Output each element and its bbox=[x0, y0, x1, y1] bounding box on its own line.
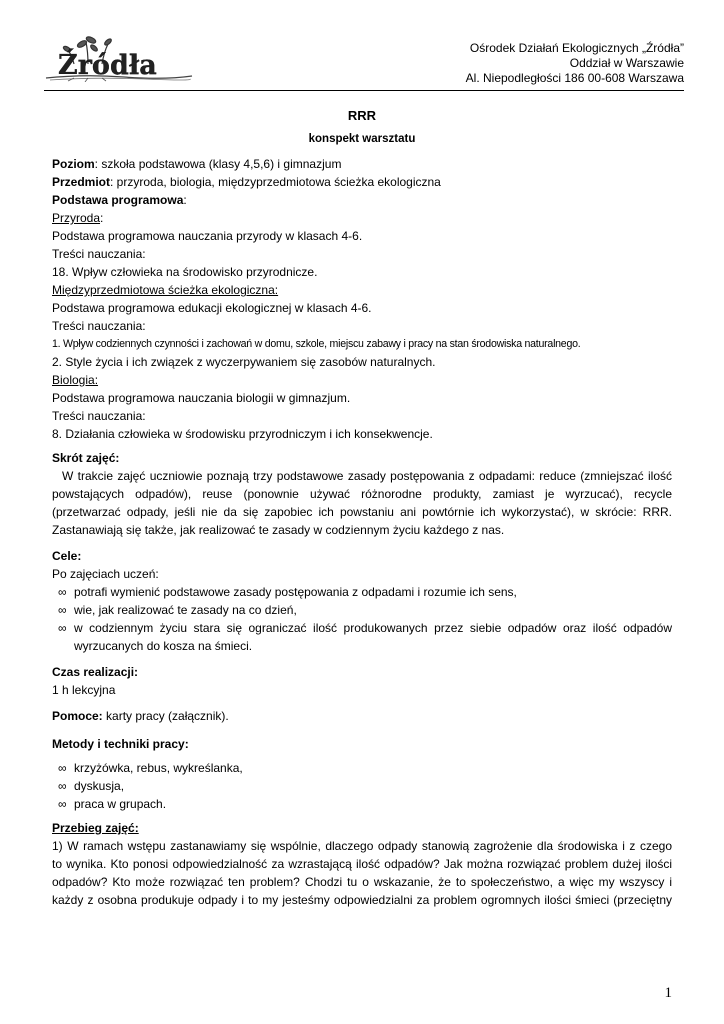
przebieg-heading: Przebieg zajęć: bbox=[52, 821, 139, 835]
podstawa-line: Podstawa programowa: bbox=[52, 193, 187, 207]
biologia-heading: Biologia: bbox=[52, 373, 99, 387]
org-name: Ośrodek Działań Ekologicznych „Źródła” bbox=[469, 41, 684, 55]
przyroda-line: 18. Wpływ człowieka na środowisko przyrodnicze. bbox=[52, 265, 318, 279]
infinity-bullet-icon: ∞ bbox=[58, 797, 67, 811]
zrodla-logo bbox=[44, 34, 194, 82]
org-branch: Oddział w Warszawie bbox=[569, 56, 684, 70]
przedmiot-line: Przedmiot: przyroda, biologia, międzyprzedmiotowa ścieżka ekologiczna bbox=[52, 175, 441, 189]
header-divider bbox=[44, 90, 684, 91]
czas-value: 1 h lekcyjna bbox=[52, 683, 116, 697]
list-item: ∞ wie, jak realizować te zasady na co dzień, bbox=[58, 603, 297, 617]
sciezka-line: Treści nauczania: bbox=[52, 319, 146, 333]
document-title: RRR bbox=[347, 108, 377, 123]
poziom-line: Poziom: szkoła podstawowa (klasy 4,5,6) i gimnazjum bbox=[52, 157, 342, 171]
skrot-line: powstających odpadów), reuse (ponownie używać różnorodne produkty, zamiast je wyrzucać), recycle bbox=[52, 487, 672, 501]
sciezka-heading: Międzyprzedmiotowa ścieżka ekologiczna: bbox=[52, 283, 279, 297]
skrot-line: (przetwarzać odpady, jeśli nie da się zapobiec ich powstaniu ani powtórnie ich wykorzystać), w skrócie: RRR. bbox=[52, 505, 672, 519]
sciezka-line: Podstawa programowa edukacji ekologicznej w klasach 4-6. bbox=[52, 301, 372, 315]
czas-heading: Czas realizacji: bbox=[52, 665, 139, 679]
przebieg-line: odpadów? Kto może rozwiązać ten problem? Chodzi tu o wskazanie, że to społeczeństwo, a więc my wszyscy i bbox=[52, 875, 672, 889]
infinity-bullet-icon: ∞ bbox=[58, 761, 67, 775]
list-item-continuation: wyrzucanych do kosza na śmieci. bbox=[74, 639, 253, 653]
przyroda-line: Treści nauczania: bbox=[52, 247, 146, 261]
organization-address bbox=[466, 41, 684, 86]
cele-heading: Cele: bbox=[52, 549, 82, 563]
infinity-bullet-icon: ∞ bbox=[58, 585, 67, 599]
metody-heading: Metody i techniki pracy: bbox=[52, 737, 189, 751]
list-item: ∞ w codziennym życiu stara się ograniczać ilość produkowanych przez siebie odpadów oraz ilość odpadów bbox=[58, 621, 672, 635]
cele-intro: Po zajęciach uczeń: bbox=[52, 567, 159, 581]
sciezka-line: 2. Style życia i ich związek z wyczerpywaniem się zasobów naturalnych. bbox=[52, 355, 436, 369]
org-address: Al. Niepodległości 186 00-608 Warszawa bbox=[465, 71, 684, 85]
infinity-bullet-icon: ∞ bbox=[58, 621, 67, 635]
przebieg-line: każdy z osobna produkuje odpady i to my jesteśmy odpowiedzialni za problem ogromnych ilości śmieci (przeciętny bbox=[52, 893, 672, 907]
list-item: ∞ praca w grupach. bbox=[58, 797, 167, 811]
list-item: ∞ krzyżówka, rebus, wykreślanka, bbox=[58, 761, 243, 775]
przebieg-line: to wynika. Kto ponosi odpowiedzialność za wzrastającą ilość odpadów? Jak można rozwiązać problem dużej ilości bbox=[52, 857, 672, 871]
list-item: ∞ dyskusja, bbox=[58, 779, 125, 793]
document-subtitle: konspekt warsztatu bbox=[308, 133, 416, 145]
przyroda-line: Podstawa programowa nauczania przyrody w klasach 4-6. bbox=[52, 229, 363, 243]
skrot-line: W trakcie zajęć uczniowie poznają trzy podstawowe zasady postępowania z odpadami: reduce (zmniejszać ilość bbox=[62, 469, 672, 483]
list-item: ∞ potrafi wymienić podstawowe zasady postępowania z odpadami i rozumie ich sens, bbox=[58, 585, 517, 599]
infinity-bullet-icon: ∞ bbox=[58, 603, 67, 617]
document-body bbox=[52, 155, 672, 909]
skrot-heading: Skrót zajęć: bbox=[52, 451, 120, 465]
biologia-line: 8. Działania człowieka w środowisku przyrodniczym i ich konsekwencje. bbox=[52, 427, 433, 441]
przebieg-line: 1) W ramach wstępu zastanawiamy się wspólnie, dlaczego odpady stanowią zagrożenie dla środowiska i z czego bbox=[52, 839, 672, 853]
infinity-bullet-icon: ∞ bbox=[58, 779, 67, 793]
page-number: 1 bbox=[664, 985, 672, 1001]
biologia-line: Podstawa programowa nauczania biologii w gimnazjum. bbox=[52, 391, 351, 405]
biologia-line: Treści nauczania: bbox=[52, 409, 146, 423]
skrot-line: Zastanawiają się także, jak realizować te zasady w codziennym życiu każdego z nas. bbox=[52, 523, 505, 537]
pomoce-line: Pomoce: karty pracy (załącznik). bbox=[52, 709, 229, 723]
svg-text:Źródła: Źródła bbox=[58, 50, 157, 81]
przyroda-heading: Przyroda: bbox=[52, 211, 104, 225]
sciezka-line: 1. Wpływ codziennych czynności i zachowań w domu, szkole, miejscu zabawy i pracy na stan środowiska naturalnego. bbox=[52, 338, 581, 350]
